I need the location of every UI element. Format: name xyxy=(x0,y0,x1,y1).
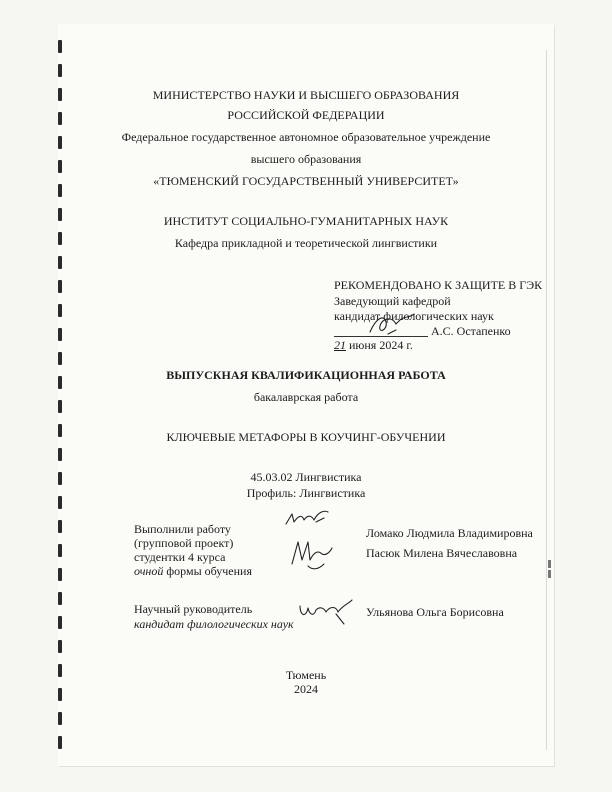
institution-line2: высшего образования xyxy=(250,152,362,166)
supervisor-signature xyxy=(296,596,356,626)
program-profile: Профиль: Лингвистика xyxy=(246,486,366,500)
approval-day: 21 xyxy=(334,338,346,352)
authors-label-line2: (групповой проект) xyxy=(134,536,234,550)
approval-position: Заведующий кафедрой xyxy=(334,294,451,308)
student1-name: Ломако Людмила Владимировна xyxy=(366,526,533,540)
department-name: Кафедра прикладной и теоретической лингвистики xyxy=(174,236,438,250)
binding-ring xyxy=(58,304,62,317)
approval-name: А.С. Остапенко xyxy=(431,324,511,338)
approval-date xyxy=(334,338,413,352)
supervisor-degree: кандидат филологических наук xyxy=(134,617,294,631)
authors-study-form xyxy=(134,564,252,578)
binding-ring xyxy=(58,352,62,365)
student2-signature xyxy=(286,534,336,574)
binding-ring xyxy=(58,40,62,53)
page-edge-mark xyxy=(548,560,551,568)
binding-ring xyxy=(58,568,62,581)
binding-ring xyxy=(58,616,62,629)
binding-ring xyxy=(58,640,62,653)
work-title: КЛЮЧЕВЫЕ МЕТАФОРЫ В КОУЧИНГ-ОБУЧЕНИИ xyxy=(166,430,446,444)
footer-year: 2024 xyxy=(294,682,318,696)
institute-name: ИНСТИТУТ СОЦИАЛЬНО-ГУМАНИТАРНЫХ НАУК xyxy=(163,214,449,228)
authors-label-line1: Выполнили работу xyxy=(134,522,231,536)
ministry-line2: РОССИЙСКОЙ ФЕДЕРАЦИИ xyxy=(227,108,385,122)
approval-degree: кандидат филологических наук xyxy=(334,309,494,323)
binding-ring xyxy=(58,280,62,293)
head-signature xyxy=(366,310,418,340)
work-subtype: бакалаврская работа xyxy=(253,390,359,404)
authors-label-line3: студентки 4 курса xyxy=(134,550,226,564)
institution-line1: Федеральное государственное автономное образовательное учреждение xyxy=(121,130,491,144)
binding-ring xyxy=(58,520,62,533)
ministry-line1: МИНИСТЕРСТВО НАУКИ И ВЫСШЕГО ОБРАЗОВАНИЯ xyxy=(152,88,460,102)
binding-ring xyxy=(58,448,62,461)
binding-ring xyxy=(58,328,62,341)
supervisor-label: Научный руководитель xyxy=(134,602,253,616)
study-form-word: очной xyxy=(134,564,164,578)
work-type: ВЫПУСКНАЯ КВАЛИФИКАЦИОННАЯ РАБОТА xyxy=(166,368,446,382)
binding-ring xyxy=(58,64,62,77)
binding-ring xyxy=(58,544,62,557)
binding-ring xyxy=(58,592,62,605)
binding-ring xyxy=(58,736,62,749)
program-code: 45.03.02 Лингвистика xyxy=(250,470,362,484)
approval-date-rest: июня 2024 г. xyxy=(349,338,413,352)
footer-city: Тюмень xyxy=(285,668,327,682)
student2-name: Пасюк Милена Вячеславовна xyxy=(366,546,518,560)
binding-ring xyxy=(58,256,62,269)
university-name: «ТЮМЕНСКИЙ ГОСУДАРСТВЕННЫЙ УНИВЕРСИТЕТ» xyxy=(153,174,459,188)
study-form-rest: формы обучения xyxy=(163,564,252,578)
binding-ring xyxy=(58,712,62,725)
page-edge-mark xyxy=(548,570,551,578)
approval-title: РЕКОМЕНДОВАНО К ЗАЩИТЕ В ГЭК xyxy=(334,278,543,292)
student1-signature xyxy=(282,506,332,530)
supervisor-name: Ульянова Ольга Борисовна xyxy=(366,605,504,619)
